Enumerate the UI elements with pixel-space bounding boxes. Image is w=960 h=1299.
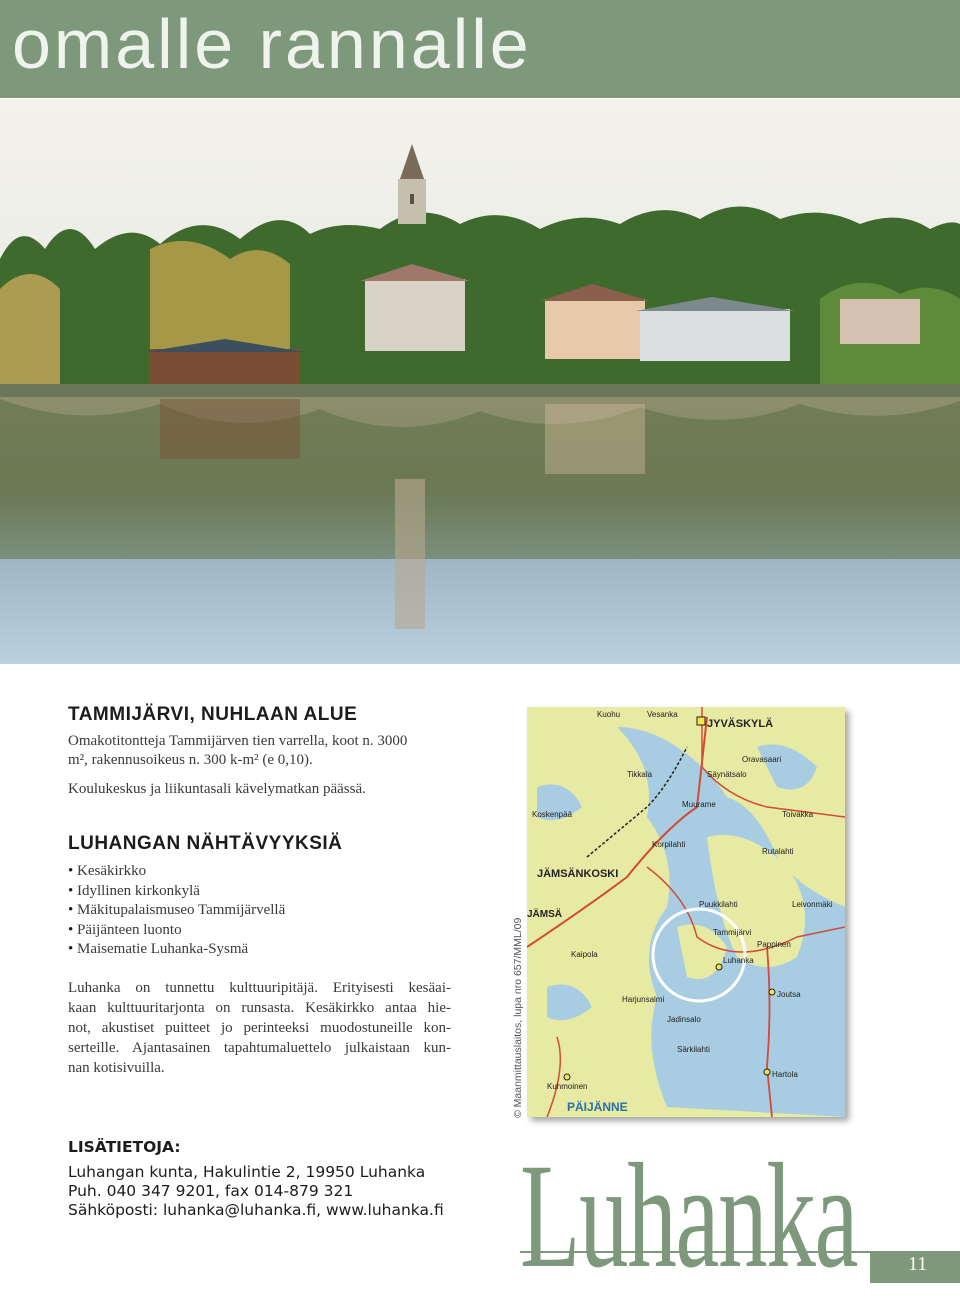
map-label-jamsankoski: JÄMSÄNKOSKI bbox=[537, 868, 619, 880]
map-label-jyvaskyla: JYVÄSKYLÄ bbox=[707, 718, 774, 730]
area-heading: TAMMIJÄRVI, NUHLAAN ALUE bbox=[68, 704, 358, 725]
contact-phone: Puh. 040 347 9201, fax 014-879 321 bbox=[68, 1182, 354, 1200]
luhanka-logo: Luhanka bbox=[520, 1133, 858, 1299]
map-label-paijanne: PÄIJÄNNE bbox=[567, 1100, 628, 1114]
lake-village-photo bbox=[0, 99, 960, 664]
list-item: • Kesäkirkko bbox=[68, 862, 285, 882]
map-label-kuhmoinen: Kuhmoinen bbox=[547, 1082, 588, 1091]
paragraph-line: serteille. Ajantasainen tapahtumaluettelo julkaistaan kun- bbox=[68, 1040, 451, 1056]
map-label-pappinen: Pappinen bbox=[757, 940, 791, 949]
map-label-joutsa: Joutsa bbox=[777, 990, 801, 999]
paragraph-line: kaan kulttuuritarjonta on runsasta. Kesäkirkko antaa hie- bbox=[68, 1000, 451, 1016]
contact-info bbox=[68, 1138, 444, 1220]
contact-address: Luhangan kunta, Hakulintie 2, 19950 Luhanka bbox=[68, 1163, 426, 1181]
map-label-leivonmaki: Leivonmäki bbox=[792, 900, 833, 909]
map-label-harjunsalmi: Harjunsalmi bbox=[622, 995, 665, 1004]
map-label-oravasaari: Oravasaari bbox=[742, 755, 782, 764]
map-label-hartola: Hartola bbox=[772, 1070, 798, 1079]
contact-email[interactable]: Sähköposti: luhanka@luhanka.fi, www.luhanka.fi bbox=[68, 1201, 444, 1219]
paragraph-line: nan kotisivuilla. bbox=[68, 1060, 165, 1076]
region-map bbox=[527, 707, 845, 1117]
map-credit: © Maanmittauslaitos, lupa nro 657/MML/09 bbox=[512, 917, 524, 1118]
area-description-line1: Omakotitontteja Tammijärven tien varrella, koot n. 3000 bbox=[68, 733, 408, 749]
map-label-toivakka: Toivakka bbox=[782, 810, 814, 819]
map-label-sarkilahti: Särkilahti bbox=[677, 1045, 710, 1054]
map-label-puukkilahti: Puukkilahti bbox=[699, 900, 738, 909]
map-label-luhanka: Luhanka bbox=[723, 956, 754, 965]
sights-heading: LUHANGAN NÄHTÄVYYKSIÄ bbox=[68, 833, 343, 854]
map-label-tammijarvi: Tammijärvi bbox=[713, 928, 752, 937]
map-label-koskenpaa: Koskenpää bbox=[532, 810, 573, 819]
map-label-muurame: Muurame bbox=[682, 800, 716, 809]
area-description-line2: m², rakennusoikeus n. 300 k-m² (e 0,10). bbox=[68, 752, 313, 768]
list-item: • Idyllinen kirkonkylä bbox=[68, 882, 285, 902]
map-label-jamsa: JÄMSÄ bbox=[527, 909, 563, 920]
list-item: • Mäkitupalaismuseo Tammijärvellä bbox=[68, 901, 285, 921]
page-number: 11 bbox=[908, 1253, 928, 1275]
page-title: omalle rannalle bbox=[12, 5, 532, 83]
paragraph-line: not, akustiset puitteet jo perinteeksi muodostuneille kon- bbox=[68, 1020, 451, 1036]
map-label-jadinsalo: Jadinsalo bbox=[667, 1015, 701, 1024]
culture-paragraph bbox=[68, 978, 451, 1078]
map-label-saynatsalo: Säynätsalo bbox=[707, 770, 747, 779]
map-label-rutalahti: Rutalahti bbox=[762, 847, 794, 856]
area-description-line3: Koulukeskus ja liikuntasali kävelymatkan päässä. bbox=[68, 781, 366, 797]
map-label-vesanka: Vesanka bbox=[647, 710, 678, 719]
paragraph-line: Luhanka on tunnettu kulttuuripitäjä. Erityisesti kesäai- bbox=[68, 980, 451, 996]
map-label-kalpola: Kaipola bbox=[571, 950, 598, 959]
map-label-tikkala: Tikkala bbox=[627, 770, 653, 779]
list-item: • Maisematie Luhanka-Sysmä bbox=[68, 940, 285, 960]
list-item: • Päijänteen luonto bbox=[68, 921, 285, 941]
map-label-korpilahti: Korpilahti bbox=[652, 840, 686, 849]
sights-list bbox=[68, 862, 285, 960]
map-label-kuohu: Kuohu bbox=[597, 710, 621, 719]
contact-heading: LISÄTIETOJA: bbox=[68, 1138, 181, 1156]
header-banner bbox=[0, 0, 960, 98]
